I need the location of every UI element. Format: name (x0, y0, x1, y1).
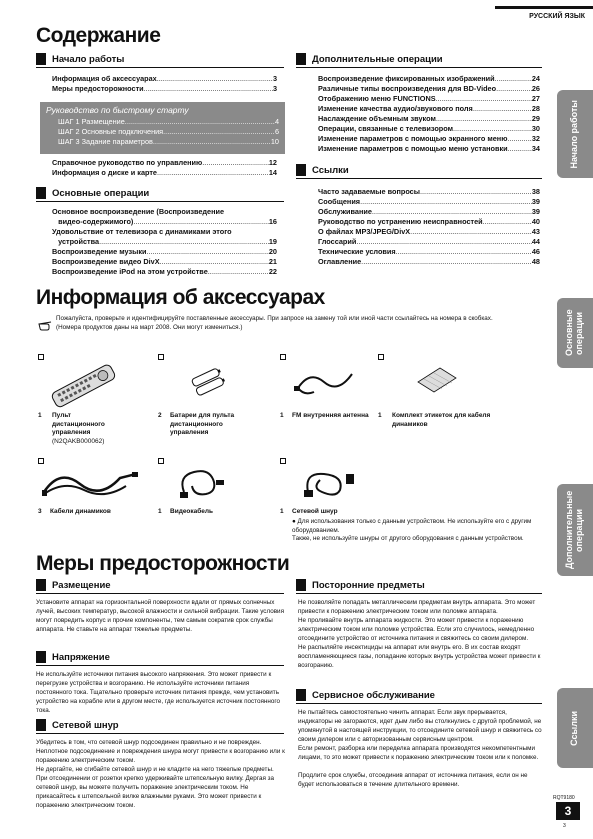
toc-item[interactable]: Изменение качества аудио/звукового поля ..... 28 (318, 104, 540, 114)
checkbox[interactable] (158, 458, 164, 464)
side-tab-references[interactable] (557, 688, 593, 768)
toc-item[interactable]: Глоссарий ..... 44 (318, 237, 540, 247)
toc-item[interactable]: Оглавление ..... 48 (318, 257, 540, 267)
toc-item[interactable]: Информация о диске и карте ..... 14 (52, 168, 277, 178)
checkbox[interactable] (280, 354, 286, 360)
side-tab-label: Начало работы (569, 99, 580, 169)
section-heading: Ссылки (312, 165, 349, 176)
side-tab-label: Дополнительные операции (564, 490, 584, 570)
accessory-quantity: 1 (280, 412, 284, 419)
accessory-quantity: 3 (38, 508, 42, 515)
power-cord-text: Убедитесь в том, что сетевой шнур подсоединен правильно и не поврежден. Неплотное подсоединение и повреждения шнура могут привести к возгоранию или к поражению электрическим током. Не дергайте, не сгибайте сетевой шнур и не кладите на него тяжелые предметы. При отсоединении от розетки крепко удерживайте штепсельную вилку. Дергая за сетевой шнур, вы можете получить поражение электрическим током. Не прикасайтесь к штепсельной вилке влажными руками. Это может привести к поражению электрическим током. (36, 739, 285, 809)
precautions-title: Меры предосторожности (36, 552, 290, 575)
section-heading: Сетевой шнур (52, 720, 119, 731)
video-cable-image (176, 462, 226, 504)
section-references (296, 163, 542, 179)
side-tab-advanced-operations[interactable] (557, 484, 593, 576)
toc-item[interactable]: устройства ..... 19 (52, 237, 277, 247)
accessory-video-cable-label: Видеокабель (170, 508, 214, 515)
page-number: 3 (556, 802, 580, 820)
toc-item[interactable]: Обслуживание ..... 39 (318, 207, 540, 217)
toc-item[interactable]: Различные типы воспроизведения для BD-Video ..... 26 (318, 84, 540, 94)
toc-item[interactable]: Сообщения ..... 39 (318, 197, 540, 207)
quick-start-title: Руководство по быстрому старту (46, 105, 189, 115)
section-heading: Напряжение (52, 652, 110, 663)
accessory-batteries-label: Батареи для пульта дистанционного управления (170, 412, 235, 436)
section-marker (36, 187, 46, 199)
accessory-fm-antenna-label: FM внутренняя антенна (292, 412, 369, 419)
section-voltage (36, 650, 284, 666)
toc-item[interactable]: Изменение параметров с помощью экранного меню ..... 32 (318, 134, 540, 144)
section-marker (36, 579, 46, 591)
accessory-quantity: 1 (280, 508, 284, 515)
service-text: Не пытайтесь самостоятельно чинить аппарат. Если звук прерывается, индикаторы не загораются, идет дым либо вы столкнулись с другой проблемой, не упомянутой в настоящей инструкции, то отсоедините сетевой шнур и свяжитесь со своим дилером или с авторизованным сервисным центром. Если ремонт, разборка или переделка аппарата производятся некомпетентными лицами, то это может привести к поражению электрическим током или к поломке. Продлите срок службы, отсоединив аппарат от источника питания, если он не будет использоваться в течение длительного времени. (298, 709, 542, 788)
section-marker (296, 53, 306, 65)
section-foreign-objects (296, 578, 542, 594)
toc-basic-operations (52, 207, 277, 277)
toc-item[interactable]: Основное воспроизведение (Воспроизведение (52, 207, 225, 216)
placement-text: Установите аппарат на горизонтальной поверхности вдали от прямых солнечных лучей, высоких температур, высокой влажности и сильной вибрации. Такие условия могут повредить корпус и прочие компоненты, тем самым сократив срок службы аппарата. Не ставьте на аппарат тяжелые предметы. (36, 599, 284, 633)
section-getting-started (36, 52, 284, 68)
toc-item[interactable]: О файлах MP3/JPEG/DivX ..... 43 (318, 227, 540, 237)
section-marker (296, 579, 306, 591)
section-marker (296, 164, 306, 176)
section-advanced-operations (296, 52, 542, 68)
toc-item[interactable]: Операции, связанные с телевизором ..... 30 (318, 124, 540, 134)
cable-labels-image (414, 362, 460, 398)
contents-title: Содержание (36, 24, 161, 47)
toc-item[interactable]: ШАГ 2 Основные подключения ..... 6 (46, 127, 279, 137)
accessory-quantity: 1 (378, 412, 382, 419)
toc-item[interactable]: Воспроизведение музыки ..... 20 (52, 247, 277, 257)
section-heading: Посторонние предметы (312, 580, 425, 591)
voltage-text: Не используйте источники питания высокого напряжения. Это может привести к перегрузке устройства и возгоранию. Не используйте источники питания постоянного тока. Тщательно проверьте источник питания прежде, чем установить устройство на корабле или в другом месте, где используется источник постоянного тока. (36, 671, 281, 714)
accessory-power-cord-label: Сетевой шнур (292, 508, 338, 515)
toc-item[interactable]: Воспроизведение видео DivX ..... 21 (52, 257, 277, 267)
section-service (296, 688, 542, 704)
checkbox[interactable] (38, 354, 44, 360)
toc-getting-started (52, 74, 277, 94)
section-marker (36, 719, 46, 731)
section-heading: Сервисное обслуживание (312, 690, 435, 701)
toc-item[interactable]: ШАГ 1 Размещение ..... 4 (46, 117, 279, 127)
remote-control-image (48, 360, 118, 410)
section-heading: Основные операции (52, 188, 150, 199)
language-label: РУССКИЙ ЯЗЫК (495, 6, 593, 26)
fm-antenna-image (290, 360, 360, 402)
toc-references (318, 187, 540, 267)
section-heading: Начало работы (52, 54, 125, 65)
toc-getting-started-2 (52, 158, 277, 178)
section-power-cord (36, 718, 284, 734)
toc-item[interactable]: Руководство по устранению неисправностей ..... 40 (318, 217, 540, 227)
toc-item[interactable]: Технические условия ..... 46 (318, 247, 540, 257)
accessory-part-number: (N2QAKB000062) (52, 437, 105, 445)
side-tab-label: Ссылки (569, 710, 580, 746)
accessory-quantity: 2 (158, 412, 162, 419)
toc-item[interactable]: видео-содержимого) ..... 16 (52, 217, 277, 227)
accessory-quantity: 1 (158, 508, 162, 515)
section-marker (36, 651, 46, 663)
toc-item[interactable]: Справочное руководство по управлению ..... 12 (52, 158, 277, 168)
accessory-speaker-cables-label: Кабели динамиков (50, 508, 111, 515)
section-heading: Дополнительные операции (312, 54, 443, 65)
accessories-note-date: (Номера продуктов даны на март 2008. Они могут измениться.) (56, 323, 243, 331)
power-cord-image (300, 462, 360, 504)
section-basic-operations (36, 186, 284, 202)
toc-item[interactable]: Воспроизведение фиксированных изображений ..... 24 (318, 74, 540, 84)
side-tab-basic-operations[interactable] (557, 298, 593, 368)
section-heading: Размещение (52, 580, 111, 591)
accessory-quantity: 1 (38, 412, 42, 419)
checkbox[interactable] (280, 458, 286, 464)
section-placement (36, 578, 284, 594)
toc-item[interactable]: Информация об аксессуарах ..... 3 (52, 74, 277, 84)
side-tab-getting-started[interactable] (557, 90, 593, 178)
accessories-title: Информация об аксессуарах (36, 286, 325, 309)
toc-item[interactable]: Удовольствие от телевизора с динамиками этого (52, 227, 232, 236)
foreign-objects-text: Не позволяйте попадать металлическим предметам внутрь аппарата. Это может привести к поражению электрическим током или поломке аппарата. Не проливайте внутрь аппарата жидкости. Это может привести к поражению электрическим током или поломке устройства. Если это случилось, немедленно отсоедините устройство от источника питания и свяжитесь со своим дилером. Не распыляйте инсектициды на аппарат или внутрь его. В их состав входят воспламеняющиеся газы, попадание которых внутрь устройства может привести к возгоранию. (298, 599, 541, 669)
checkbox[interactable] (378, 354, 384, 360)
toc-item[interactable]: Воспроизведение iPod на этом устройстве ..... 22 (52, 267, 277, 277)
side-tab-label: Основные операции (564, 309, 584, 357)
accessory-remote-label: Пульт дистанционного управления (N2QAKB000062) (52, 412, 105, 445)
page-number-small: 3 (563, 823, 566, 829)
toc-item[interactable]: Изменение параметров с помощью меню установки ..... 34 (318, 144, 540, 154)
toc-item[interactable]: Наслаждение объемным звуком ..... 29 (318, 114, 540, 124)
accessory-cable-labels-label: Комплект этикеток для кабеля динамиков (392, 412, 491, 428)
document-code: RQT9180 (553, 795, 575, 801)
toc-item[interactable]: Меры предосторожности ..... 3 (52, 84, 277, 94)
quick-start-box (40, 102, 285, 154)
toc-advanced-operations (318, 74, 540, 154)
power-cord-note: ● Для использования только с данным устройством. Не используйте его с другим оборудованием. Также, не используйте шнуры от другого оборудования с данным устройством. (292, 518, 532, 542)
section-marker (296, 689, 306, 701)
toc-item[interactable]: Отображению меню FUNCTIONS ..... 27 (318, 94, 540, 104)
accessories-note (38, 315, 543, 332)
speaker-cables-image (40, 464, 140, 504)
toc-item[interactable]: ШАГ 3 Задание параметров ..... 10 (46, 137, 279, 147)
section-marker (36, 53, 46, 65)
batteries-image (190, 366, 230, 398)
checkbox[interactable] (158, 354, 164, 360)
toc-item[interactable]: Часто задаваемые вопросы ..... 38 (318, 187, 540, 197)
accessories-note-text: Пожалуйста, проверьте и идентифицируйте поставленные аксессуары. При запросе на замену той или иной части ссылайтесь на номера в скобках. (56, 315, 493, 322)
